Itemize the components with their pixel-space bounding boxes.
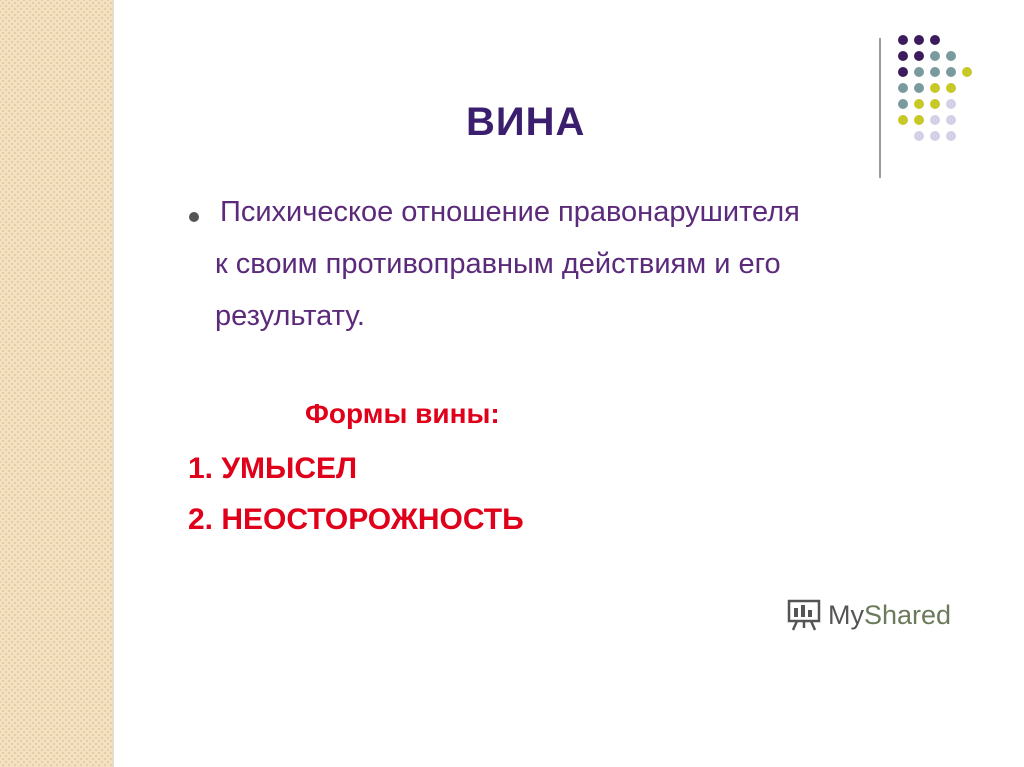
presentation-board-icon	[786, 598, 822, 632]
decorative-dot-grid	[895, 32, 985, 162]
slide-title: ВИНА	[466, 100, 586, 144]
watermark-text	[828, 600, 951, 631]
bullet-icon	[189, 212, 199, 222]
myshared-watermark	[786, 598, 951, 632]
definition-line-2: к своим противоправным действиям и его	[215, 248, 781, 280]
watermark-brand-shared: Shared	[864, 599, 952, 630]
left-band-edge	[112, 0, 114, 767]
definition-line-1: Психическое отношение правонарушителя	[220, 196, 800, 228]
definition-line-3: результату.	[215, 300, 365, 332]
vertical-divider-line	[879, 38, 881, 178]
forms-heading: Формы вины:	[305, 398, 500, 429]
form-item-intent: 1. УМЫСЕЛ	[188, 452, 358, 485]
decorative-left-band	[0, 0, 112, 767]
watermark-brand-my: My	[828, 599, 864, 630]
form-item-negligence: 2. НЕОСТОРОЖНОСТЬ	[188, 503, 524, 536]
